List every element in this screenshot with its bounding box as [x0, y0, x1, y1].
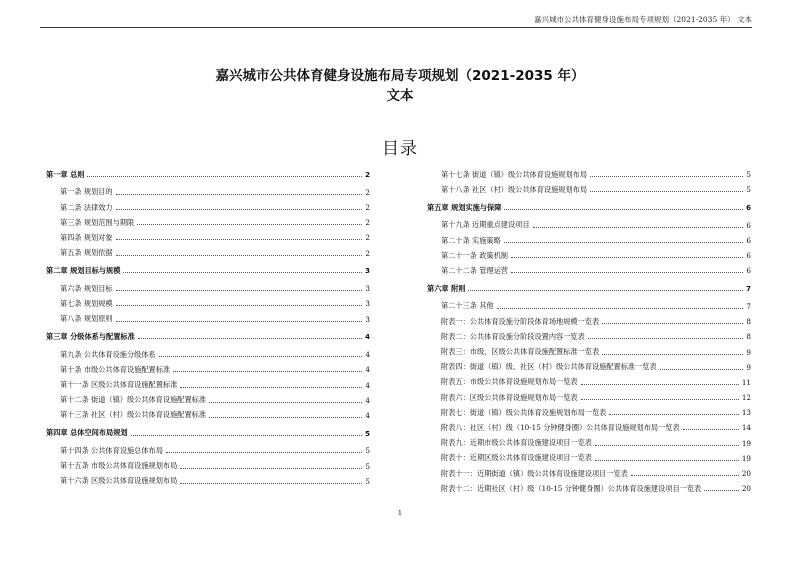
toc-section-entry[interactable] [46, 230, 370, 245]
toc-entry-label: 第十六条 区级公共体育设施规划布局 [60, 476, 178, 486]
toc-chapter-entry[interactable] [46, 329, 370, 344]
page-number: 1 [397, 509, 403, 517]
toc-entry-label: 第十四条 公共体育设施总体布局 [60, 445, 163, 455]
toc-entry-label: 第五条 规划依据 [60, 248, 113, 258]
toc-entry-label: 附表十二：近期社区（村）级（10-15 分钟健身圈）公共体育设施建设项目一览表 [441, 483, 702, 493]
toc-section-entry[interactable] [46, 443, 370, 458]
toc-entry-page: 6 [746, 236, 751, 246]
toc-entry-page: 6 [745, 203, 751, 213]
toc-entry-page: 3 [365, 299, 370, 309]
toc-dot-leader [631, 475, 739, 476]
toc-section-entry[interactable] [46, 408, 370, 423]
toc-entry-label: 附表二：公共体育设施分阶段设置内容一览表 [441, 331, 585, 341]
toc-dot-leader [116, 290, 363, 291]
toc-entry-label: 第十七条 街道（镇）级公共体育设施规划布局 [441, 169, 588, 179]
toc-section-entry[interactable] [46, 200, 370, 215]
toc-section-entry[interactable] [427, 451, 751, 466]
toc-entry-label: 第七条 规划规模 [60, 298, 113, 308]
toc-section-entry[interactable] [427, 390, 751, 405]
toc-right-column [427, 167, 751, 496]
toc-section-entry[interactable] [46, 281, 370, 296]
toc-entry-page: 4 [365, 380, 370, 390]
toc-entry-page: 5 [365, 446, 370, 456]
toc-entry-page: 2 [365, 203, 370, 213]
toc-section-entry[interactable] [46, 459, 370, 474]
toc-entry-label: 第十五条 市级公共体育设施规划布局 [60, 461, 178, 471]
toc-chapter-entry[interactable] [46, 263, 370, 278]
toc-entry-label: 附表六：区级公共体育设施规划布局一览表 [441, 392, 578, 402]
toc-section-entry[interactable] [46, 393, 370, 408]
toc-section-entry[interactable] [427, 248, 751, 263]
toc-section-entry[interactable] [46, 311, 370, 326]
toc-dot-leader [131, 435, 362, 436]
toc-dot-leader [609, 414, 739, 415]
toc-entry-page: 6 [746, 220, 751, 230]
toc-section-entry[interactable] [427, 218, 751, 233]
toc-entry-label: 第八条 规划原则 [60, 314, 113, 324]
toc-heading: 目录 [382, 139, 418, 159]
toc-dot-leader [511, 257, 743, 258]
toc-dot-leader [87, 176, 362, 177]
toc-entry-page: 11 [741, 377, 751, 387]
toc-chapter-entry[interactable] [46, 167, 370, 182]
toc-chapter-entry[interactable] [427, 281, 751, 296]
toc-entry-page: 4 [365, 410, 370, 420]
toc-dot-leader [590, 176, 743, 177]
toc-entry-label: 第三章 分级体系与配置标准 [46, 331, 135, 341]
toc-dot-leader [497, 308, 744, 309]
toc-entry-page: 9 [746, 347, 751, 357]
toc-dot-leader [180, 387, 362, 388]
toc-dot-leader [511, 272, 743, 273]
toc-dot-leader [138, 338, 362, 339]
toc-entry-page: 8 [746, 332, 751, 342]
toc-dot-leader [581, 384, 739, 385]
toc-section-entry[interactable] [427, 344, 751, 359]
toc-entry-page: 9 [746, 362, 751, 372]
toc-section-entry[interactable] [46, 185, 370, 200]
toc-entry-page: 2 [365, 233, 370, 243]
document-title: 嘉兴城市公共体育健身设施布局专项规划（2021-2035 年） [215, 68, 585, 84]
toc-dot-leader [116, 194, 363, 195]
toc-entry-label: 第十九条 近期重点建设项目 [441, 220, 530, 230]
toc-entry-page: 3 [365, 284, 370, 294]
toc-entry-label: 附表五：市级公共体育设施规划布局一览表 [441, 377, 578, 387]
toc-entry-label: 第十一条 区级公共体育设施配置标准 [60, 380, 178, 389]
running-header: 嘉兴城市公共体育健身设施布局专项规划（2021-2035 年） 文本 [534, 15, 752, 24]
toc-entry-page: 13 [741, 408, 751, 418]
toc-entry-page: 20 [741, 484, 751, 494]
toc-entry-label: 第二条 法律效力 [60, 202, 113, 212]
toc-section-entry[interactable] [427, 182, 751, 197]
toc-dot-leader [116, 209, 363, 210]
toc-entry-label: 附表一：公共体育设施分阶段体育场地规模一览表 [441, 316, 600, 326]
toc-section-entry[interactable] [427, 299, 751, 314]
toc-section-entry[interactable] [427, 233, 751, 248]
toc-entry-label: 附表八：社区（村）级（10-15 分钟健身圈）公共体育设施规划布局一览表 [441, 422, 680, 432]
toc-dot-leader [209, 417, 362, 418]
toc-section-entry[interactable] [46, 296, 370, 311]
toc-entry-page: 8 [746, 317, 751, 327]
toc-entry-label: 第一章 总则 [46, 169, 85, 179]
toc-entry-label: 第十八条 社区（村）级公共体育设施规划布局 [441, 184, 588, 194]
toc-section-entry[interactable] [427, 375, 751, 390]
toc-entry-label: 附表三：市级、区级公共体育设施配置标准一览表 [441, 347, 600, 357]
toc-dot-leader [123, 272, 362, 273]
toc-dot-leader [209, 402, 362, 403]
toc-section-entry[interactable] [427, 263, 751, 278]
toc-entry-page: 2 [365, 248, 370, 258]
toc-entry-page: 19 [741, 453, 751, 463]
toc-entry-label: 附表十一：近期街道（镇）级公共体育设施建设项目一览表 [441, 468, 628, 478]
toc-entry-page: 6 [746, 251, 751, 261]
toc-section-entry[interactable] [427, 314, 751, 329]
toc-section-entry[interactable] [427, 360, 751, 375]
toc-entry-label: 第五章 规划实施与保障 [427, 202, 502, 212]
toc-entry-label: 第二十三条 其他 [441, 301, 494, 311]
toc-entry-label: 第十条 市级公共体育设施配置标准 [60, 364, 171, 374]
toc-entry-label: 第四章 总体空间布局规划 [46, 428, 128, 438]
toc-entry-label: 第三条 规划范围与期限 [60, 217, 135, 227]
toc-entry-page: 5 [364, 428, 370, 438]
toc-entry-page: 5 [365, 476, 370, 486]
toc-entry-label: 附表七：街道（镇）级公共体育设施规划布局一览表 [441, 407, 607, 417]
toc-chapter-entry[interactable] [427, 200, 751, 215]
toc-dot-leader [602, 354, 743, 355]
toc-entry-label: 第六条 规划目标 [60, 283, 113, 293]
toc-entry-label: 第二章 规划目标与规模 [46, 265, 121, 275]
toc-dot-leader [116, 305, 363, 306]
toc-entry-page: 19 [741, 438, 751, 448]
toc-dot-leader [504, 242, 744, 243]
toc-dot-leader [116, 255, 363, 256]
toc-section-entry[interactable] [46, 347, 370, 362]
toc-dot-leader [504, 209, 743, 210]
toc-entry-page: 7 [746, 301, 751, 311]
toc-dot-leader [173, 371, 362, 372]
toc-section-entry[interactable] [46, 377, 370, 392]
toc-entry-page: 3 [364, 266, 370, 276]
toc-section-entry[interactable] [46, 215, 370, 230]
toc-entry-label: 附表九：近期市级公共体育设施建设项目一览表 [441, 438, 592, 448]
toc-entry-page: 5 [746, 170, 751, 180]
toc-dot-leader [116, 321, 363, 322]
toc-entry-page: 2 [365, 218, 370, 228]
toc-entry-page: 5 [365, 461, 370, 471]
toc-entry-page: 4 [364, 332, 370, 342]
toc-dot-leader [595, 460, 739, 461]
document-subtitle: 文本 [386, 88, 414, 104]
toc-entry-page: 3 [365, 314, 370, 324]
toc-entry-label: 第九条 公共体育设施分级体系 [60, 349, 156, 359]
toc-section-entry[interactable] [427, 405, 751, 420]
toc-section-entry[interactable] [46, 474, 370, 489]
toc-entry-label: 第四条 规划对象 [60, 232, 113, 242]
toc-section-entry[interactable] [427, 481, 751, 496]
toc-dot-leader [116, 239, 363, 240]
toc-entry-page: 4 [365, 395, 370, 405]
toc-section-entry[interactable] [427, 420, 751, 435]
toc-entry-label: 第二十二条 管理运营 [441, 265, 508, 275]
toc-entry-page: 4 [365, 365, 370, 375]
toc-entry-page: 2 [364, 170, 370, 180]
toc-dot-leader [180, 483, 362, 484]
toc-section-entry[interactable] [46, 362, 370, 377]
toc-dot-leader [590, 191, 743, 192]
toc-entry-label: 第一条 规划目的 [60, 187, 113, 197]
toc-dot-leader [704, 490, 739, 491]
toc-entry-page: 4 [365, 350, 370, 360]
toc-section-entry[interactable] [427, 167, 751, 182]
toc-entry-page: 5 [746, 185, 751, 195]
toc-section-entry[interactable] [427, 436, 751, 451]
toc-dot-leader [166, 452, 363, 453]
toc-section-entry[interactable] [427, 466, 751, 481]
toc-section-entry[interactable] [427, 329, 751, 344]
toc-entry-label: 第十二条 街道（镇）级公共体育设施配置标准 [60, 395, 207, 405]
toc-dot-leader [137, 224, 362, 225]
toc-dot-leader [180, 468, 362, 469]
toc-entry-page: 6 [746, 266, 751, 276]
toc-section-entry[interactable] [46, 246, 370, 261]
toc-dot-leader [588, 338, 744, 339]
toc-dot-leader [660, 369, 744, 370]
toc-chapter-entry[interactable] [46, 426, 370, 441]
toc-dot-leader [468, 290, 743, 291]
toc-entry-page: 7 [745, 284, 751, 294]
toc-entry-page: 12 [741, 393, 751, 403]
toc-dot-leader [683, 429, 739, 430]
toc-entry-label: 第二十一条 政策机制 [441, 250, 508, 260]
toc-dot-leader [602, 323, 743, 324]
toc-dot-leader [581, 399, 739, 400]
toc-entry-label: 第六章 附则 [427, 283, 466, 293]
toc-entry-label: 附表十：近期区级公共体育设施建设项目一览表 [441, 453, 592, 463]
toc-entry-page: 20 [741, 469, 751, 479]
toc-entry-label: 第十三条 社区（村）级公共体育设施配置标准 [60, 410, 207, 420]
toc-entry-label: 第二十条 实施策略 [441, 235, 501, 245]
header-rule [40, 27, 752, 28]
toc-entry-label: 附表四：街道（镇）级、社区（村）级公共体育设施配置标准一览表 [441, 362, 657, 372]
toc-left-column [46, 167, 370, 489]
toc-entry-page: 2 [365, 187, 370, 197]
toc-entry-page: 14 [741, 423, 751, 433]
toc-dot-leader [533, 227, 744, 228]
toc-dot-leader [595, 445, 739, 446]
toc-dot-leader [159, 356, 363, 357]
